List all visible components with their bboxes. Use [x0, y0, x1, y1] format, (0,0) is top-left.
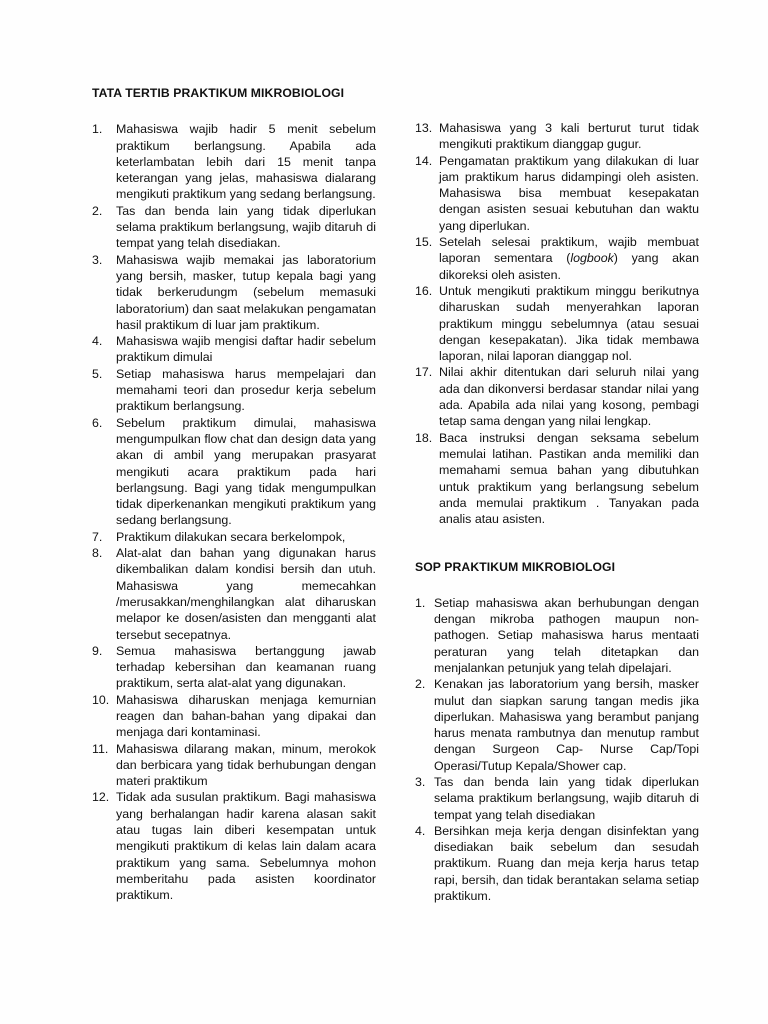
list-item [92, 415, 376, 529]
tata-tertib-list-left [92, 121, 376, 903]
list-item [92, 643, 376, 692]
item-number: 14. [415, 153, 433, 168]
item-number: 9. [92, 643, 103, 658]
item-number: 1. [415, 595, 426, 610]
left-column [92, 85, 376, 904]
item-text: Semua mahasiswa bertanggung jawab terhadap kebersihan dan keamanan ruang praktikum, serta alat-alat yang digunakan. [116, 643, 376, 691]
list-item [415, 120, 699, 153]
item-number: 2. [415, 677, 426, 692]
item-text: Kenakan jas laboratorium yang bersih, masker mulut dan siapkan sarung tangan medis jika diperlukan. Mahasiswa yang berambut panjang harus menata rambutnya dan menutup rambut dengan Surgeon Cap- Nurse Cap/Topi Operasi/Tutup Kepala/Shower cap. [434, 677, 699, 773]
list-item [92, 252, 376, 333]
list-item [415, 364, 699, 429]
list-item [92, 741, 376, 790]
sop-list [415, 595, 699, 905]
item-number: 13. [415, 121, 433, 135]
item-text: ) yang akan dikoreksi oleh asisten. [439, 251, 700, 282]
right-column [415, 120, 699, 904]
item-text: Nilai akhir ditentukan dari seluruh nilai yang ada dan dikonversi berdasar standar nilai yang ada. Apabila ada nilai yang kosong, pembagi tetap sama dengan yang nilai lengkap. [439, 365, 699, 429]
list-item [415, 774, 699, 823]
item-number: 18. [415, 430, 433, 445]
item-text: Mahasiswa wajib hadir 5 menit sebelum praktikum berlangsung. Apabila ada keterlambatan lebih dari 15 menit tanpa keterangan yang jelas, mahasiswa dialarang mengikuti praktikum yang sedang berlangsung. [116, 122, 376, 202]
list-item [415, 430, 699, 528]
list-item [92, 692, 376, 741]
item-number: 16. [415, 283, 433, 298]
list-item [415, 595, 699, 676]
item-text: Sebelum praktikum dimulai, mahasiswa mengumpulkan flow chat dan design data yang akan di ambil yang merupakan prasyarat mengikuti acara praktikum pada hari berlangsung. Bagi yang tidak mengumpulkan tidak diperkenankan mengikuti praktikum yang sedang berlangsung. [116, 415, 376, 528]
list-item [415, 153, 699, 234]
item-number: 11. [92, 741, 109, 756]
item-number: 2. [92, 203, 103, 218]
item-text: Setiap mahasiswa akan berhubungan dengan dengan mikroba pathogen maupun non-pathogen. Setiap mahasiswa harus mentaati peraturan yang telah ditetapkan dan menjalankan petunjuk yang telah dipelajari. [434, 595, 699, 675]
list-item [92, 333, 376, 366]
list-item [92, 789, 376, 903]
tata-tertib-list-right [415, 120, 699, 527]
item-text: Setelah selesai praktikum, wajib membuat laporan sementara ( [439, 235, 699, 266]
item-text: Baca instruksi dengan seksama sebelum memulai latihan. Pastikan anda memiliki dan memahami semua bahan yang dibutuhkan untuk praktikum yang berlangsung sebelum anda memulai praktikum . Tanyakan pada analis atau asisten. [439, 430, 699, 527]
item-number: 1. [92, 122, 103, 137]
item-text: Bersihkan meja kerja dengan disinfektan yang disediakan baik sebelum dan sesudah praktikum. Ruang dan meja kerja harus tetap rapi, bersih, dan tidak berantakan selama setiap praktikum. [434, 823, 699, 904]
item-text: Mahasiswa wajib mengisi daftar hadir sebelum praktikum dimulai [116, 334, 376, 365]
list-item [92, 545, 376, 643]
item-text: Alat-alat dan bahan yang digunakan harus dikembalikan dalam kondisi bersih dan utuh. Mahasiswa yang memecahkan /merusakkan/menghilangkan alat diharuskan melapor ke dosen/asisten dan mengganti alat tersebut secepatnya. [116, 546, 376, 642]
tata-tertib-heading: TATA TERTIB PRAKTIKUM MIKROBIOLOGI [92, 86, 345, 100]
item-number: 4. [415, 823, 426, 838]
item-text: Tidak ada susulan praktikum. Bagi mahasiswa yang berhalangan hadir karena alasan sakit atau tugas lain diberi kesempatan untuk mengikuti praktikum di kelas lain dalam acara praktikum yang sama. Sebelumnya mohon memberitahu pada asisten koordinator praktikum. [116, 790, 376, 903]
item-text: Mahasiswa dilarang makan, minum, merokok dan berbicara yang tidak berhubungan dengan materi praktikum [116, 741, 376, 789]
item-text: Pengamatan praktikum yang dilakukan di luar jam praktikum harus didampingi oleh asisten. Mahasiswa bisa membuat kesepakatan dengan asisten sesuai kebutuhan dan waktu yang diperlukan. [439, 153, 699, 233]
item-text: Mahasiswa diharuskan menjaga kemurnian reagen dan bahan-bahan yang dipakai dan menjaga dari kontaminasi. [116, 692, 376, 740]
list-item [415, 823, 699, 904]
sop-heading: SOP PRAKTIKUM MIKROBIOLOGI [415, 560, 616, 575]
item-number: 12. [92, 790, 110, 805]
item-text-italic: logbook [570, 251, 614, 266]
item-number: 4. [92, 334, 103, 349]
list-item [415, 234, 699, 283]
item-text: Mahasiswa yang 3 kali berturut turut tidak mengikuti praktikum dianggap gugur. [439, 121, 699, 152]
item-text: Tas dan benda lain yang tidak diperlukan selama praktikum berlangsung, wajib ditaruh di tempat yang telah disediakan. [116, 203, 376, 251]
list-item [415, 676, 699, 774]
item-text: Tas dan benda lain yang tidak diperlukan selama praktikum berlangsung, wajib ditaruh di tempat yang telah disediakan [434, 774, 699, 822]
list-item [92, 203, 376, 252]
item-text: Untuk mengikuti praktikum minggu berikutnya diharuskan sudah menyerahkan laporan praktikum minggu sebelumnya (atau sesuai dengan kesepakatan). Jika tidak membawa laporan, nilai laporan dianggap nol. [439, 283, 699, 364]
list-item [415, 283, 699, 364]
list-item [92, 529, 376, 545]
item-number: 7. [92, 529, 103, 544]
item-text: Mahasiswa wajib memakai jas laboratorium yang bersih, masker, tutup kepala bagi yang tidak berkerudungm (sebelum memasuki laboratorium) dan saat melakukan pengamatan hasil praktikum di luar jam praktikum. [116, 252, 376, 332]
list-item [92, 366, 376, 415]
item-number: 8. [92, 546, 103, 561]
list-item [92, 121, 376, 202]
item-text: Praktikum dilakukan secara berkelompok, [116, 529, 346, 544]
item-number: 6. [92, 415, 103, 430]
item-number: 15. [415, 235, 433, 250]
item-number: 3. [415, 774, 426, 789]
item-number: 3. [92, 252, 103, 267]
item-number: 5. [92, 366, 103, 381]
item-number: 10. [92, 692, 110, 707]
item-number: 17. [415, 365, 433, 380]
item-text: Setiap mahasiswa harus mempelajari dan memahami teori dan prosedur kerja sebelum praktikum berlangsung. [116, 366, 376, 414]
